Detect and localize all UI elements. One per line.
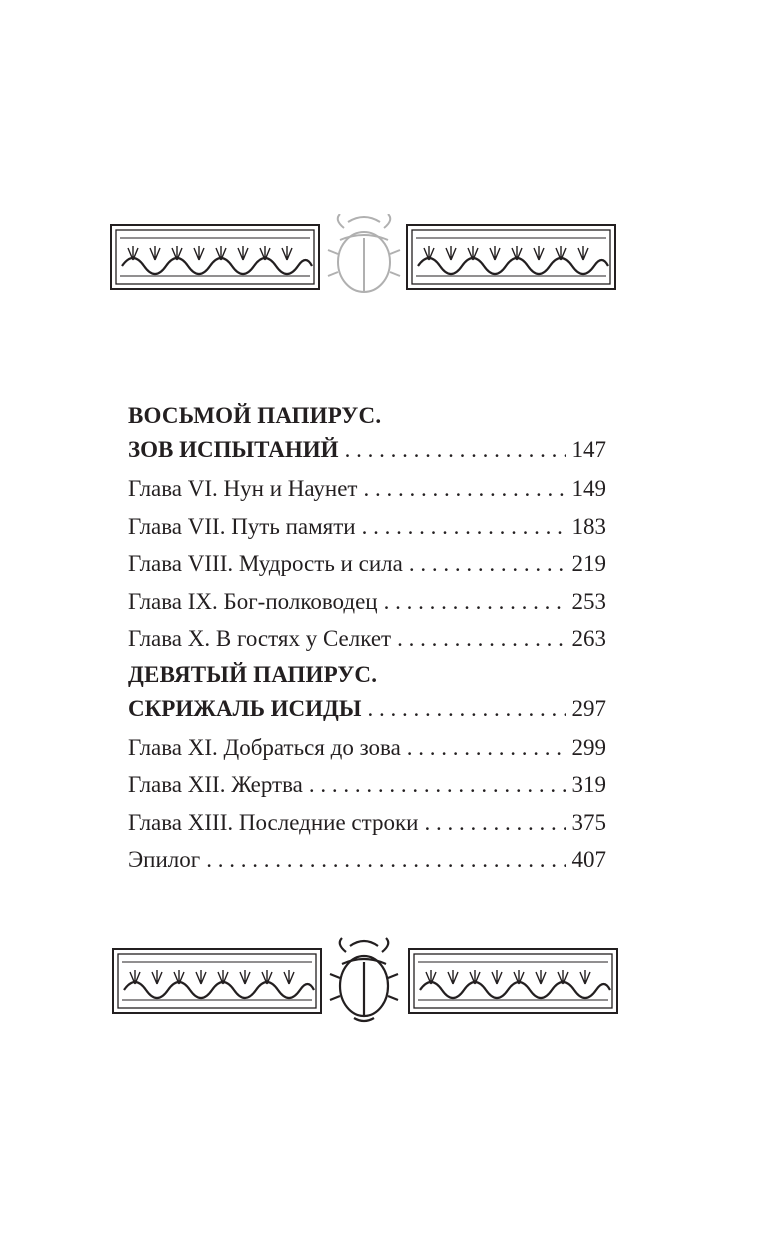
entry-label: ЗОВ ИСПЫТАНИЙ <box>128 437 339 462</box>
page-number: 299 <box>571 734 606 760</box>
dot-leader <box>407 729 566 766</box>
page-number: 149 <box>571 476 606 501</box>
toc-entry[interactable] <box>128 545 606 583</box>
bottom-ornament <box>108 936 620 1016</box>
toc-entry[interactable] <box>128 470 606 508</box>
lotus-border-scarab-icon <box>108 936 620 1028</box>
page-number: 263 <box>571 626 606 651</box>
entry-label: Эпилог <box>128 847 201 872</box>
toc-entry[interactable] <box>128 841 606 879</box>
entry-label: Глава XI. Добраться до зова <box>128 734 401 760</box>
entry-label: СКРИЖАЛЬ ИСИДЫ <box>128 695 362 721</box>
dot-leader <box>397 620 565 657</box>
toc-entry[interactable] <box>128 508 606 546</box>
lotus-border-scarab-icon <box>108 214 620 294</box>
entry-label: Глава IX. Бог-полководец <box>128 588 378 614</box>
toc-entry[interactable] <box>128 583 606 621</box>
section-title: ДЕВЯТЫЙ ПАПИРУС. <box>128 661 378 687</box>
entry-label: Глава XII. Жертва <box>128 772 303 797</box>
entry-label: Глава VIII. Мудрость и сила <box>128 551 403 576</box>
toc-entry[interactable] <box>128 766 606 804</box>
toc-entry[interactable] <box>128 620 606 658</box>
page-number: 219 <box>571 551 606 576</box>
table-of-contents <box>128 399 606 879</box>
page-number: 407 <box>571 847 606 872</box>
page-number: 147 <box>571 437 606 462</box>
page-number: 297 <box>571 695 606 721</box>
page-number: 253 <box>571 588 606 614</box>
page-number: 375 <box>571 809 606 835</box>
toc-entry[interactable] <box>128 729 606 767</box>
page-number: 183 <box>571 513 606 539</box>
dot-leader <box>206 841 565 878</box>
top-ornament <box>108 214 620 294</box>
toc-entry[interactable] <box>128 691 606 727</box>
entry-label: Глава X. В гостях у Селкет <box>128 626 392 651</box>
dot-leader <box>384 583 566 620</box>
entry-label: Глава VII. Путь памяти <box>128 513 356 539</box>
toc-entry[interactable] <box>128 804 606 842</box>
section-title: ВОСЬМОЙ ПАПИРУС. <box>128 403 382 428</box>
dot-leader <box>409 545 566 582</box>
dot-leader <box>367 691 565 727</box>
dot-leader <box>362 508 566 545</box>
dot-leader <box>424 804 565 841</box>
dot-leader <box>363 470 565 507</box>
entry-label: Глава XIII. Последние строки <box>128 809 419 835</box>
dot-leader <box>309 766 566 803</box>
page-number: 319 <box>571 772 606 797</box>
toc-entry[interactable] <box>128 432 606 468</box>
dot-leader <box>345 432 566 468</box>
entry-label: Глава VI. Нун и Наунет <box>128 476 358 501</box>
